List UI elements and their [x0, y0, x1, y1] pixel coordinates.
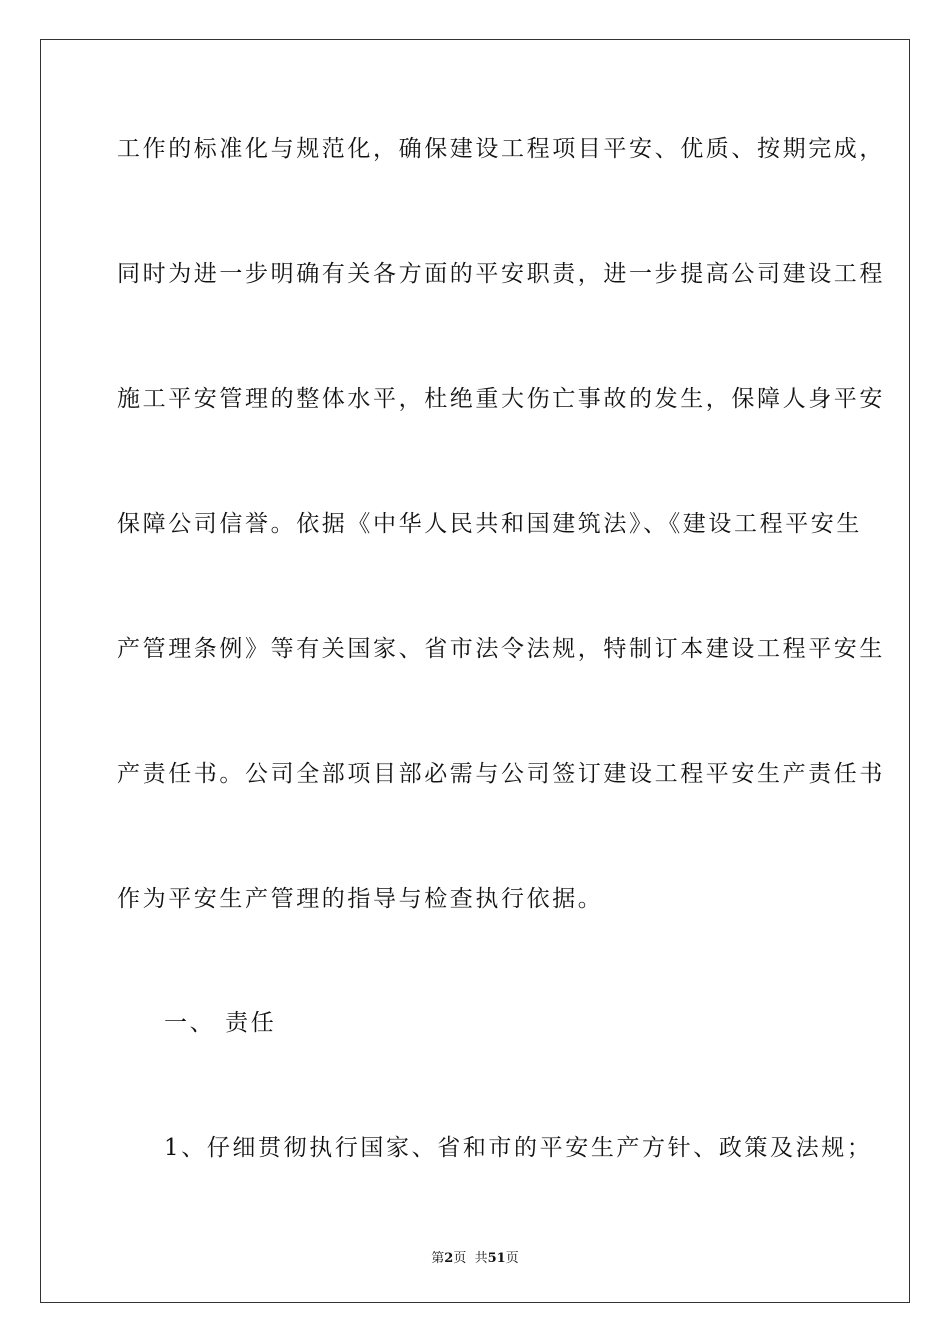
page-border [40, 39, 910, 1303]
body-line-7: 作为平安生产管理的指导与检查执行依据。 [117, 886, 604, 912]
body-line-1: 工作的标准化与规范化，确保建设工程项目平安、优质、按期完成， [117, 136, 885, 162]
body-line-6: 产责任书。公司全部项目部必需与公司签订建设工程平安生产责任书 [117, 761, 885, 787]
footer-suffix: 页 [505, 1251, 519, 1266]
body-line-3: 施工平安管理的整体水平，杜绝重大伤亡事故的发生，保障人身平安 [117, 386, 885, 412]
body-line-2: 同时为进一步明确有关各方面的平安职责，进一步提高公司建设工程 [117, 261, 885, 287]
page-footer [0, 1247, 950, 1266]
footer-middle: 页 共 [453, 1251, 488, 1266]
body-line-4: 保障公司信誉。依据《中华人民共和国建筑法》、《建设工程平安生 [117, 511, 862, 537]
list-item-1: 1、仔细贯彻执行国家、省和市的平安生产方针、政策及法规； [164, 1135, 873, 1161]
footer-total-pages: 51 [487, 1251, 506, 1266]
footer-page-number: 2 [444, 1251, 454, 1266]
footer-prefix: 第 [431, 1251, 445, 1266]
section-heading: 一、 责任 [164, 1010, 277, 1036]
body-line-5: 产管理条例》等有关国家、省市法令法规，特制订本建设工程平安生 [117, 636, 885, 662]
